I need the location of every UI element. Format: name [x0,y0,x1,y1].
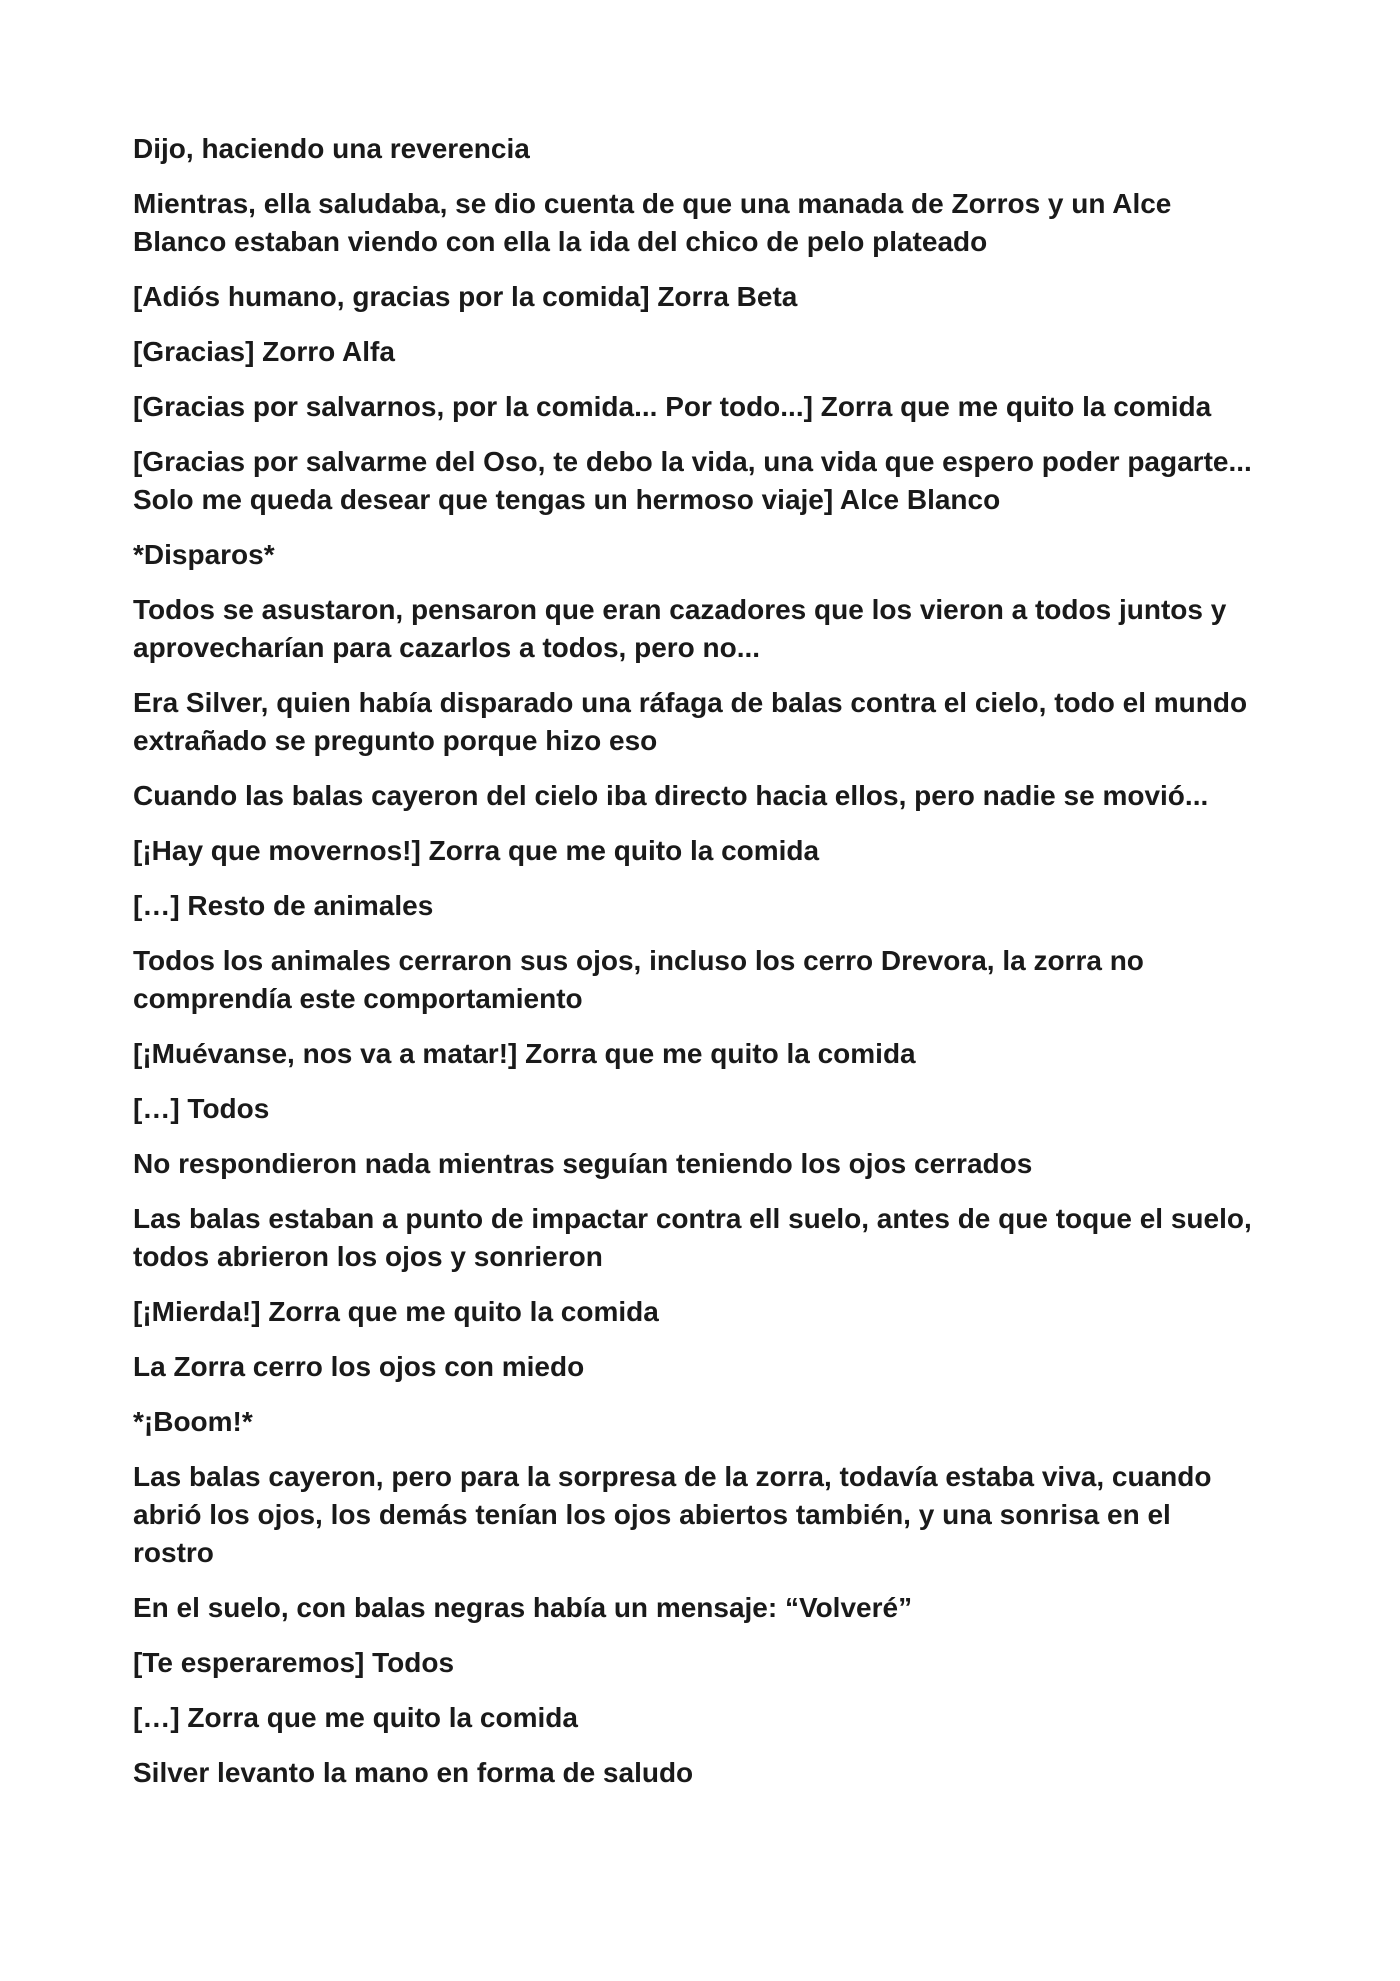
paragraph: […] Todos [133,1093,270,1124]
paragraph: Dijo, haciendo una reverencia [133,133,530,164]
paragraph: […] Resto de animales [133,890,434,921]
paragraph: Era Silver, quien había disparado una ráfaga de balas contra el cielo, todo el mundo extrañado se pregunto porque hizo eso [133,687,1248,756]
paragraph: [Gracias] Zorro Alfa [133,336,395,367]
paragraph: Cuando las balas cayeron del cielo iba directo hacia ellos, pero nadie se movió... [133,780,1209,811]
paragraph: [¡Mierda!] Zorra que me quito la comida [133,1296,659,1327]
paragraph: Silver levanto la mano en forma de saludo [133,1757,694,1788]
paragraph: [Te esperaremos] Todos [133,1647,455,1678]
paragraph: […] Zorra que me quito la comida [133,1702,578,1733]
paragraph: En el suelo, con balas negras había un mensaje: “Volveré” [133,1592,913,1623]
paragraph: *Disparos* [133,539,275,570]
paragraph: [Gracias por salvarnos, por la comida... Por todo...] Zorra que me quito la comida [133,391,1212,422]
paragraph: Las balas cayeron, pero para la sorpresa de la zorra, todavía estaba viva, cuando abrió los ojos, los demás tenían los ojos abiertos también, y una sonrisa en el rostro [133,1461,1212,1568]
paragraph: [¡Hay que movernos!] Zorra que me quito la comida [133,835,820,866]
paragraph: *¡Boom!* [133,1406,253,1437]
paragraph: No respondieron nada mientras seguían teniendo los ojos cerrados [133,1148,1033,1179]
paragraph: [Adiós humano, gracias por la comida] Zorra Beta [133,281,798,312]
paragraph: [¡Muévanse, nos va a matar!] Zorra que me quito la comida [133,1038,916,1069]
paragraph: Mientras, ella saludaba, se dio cuenta de que una manada de Zorros y un Alce Blanco estaban viendo con ella la ida del chico de pelo plateado [133,188,1172,257]
paragraph: [Gracias por salvarme del Oso, te debo la vida, una vida que espero poder pagarte... Solo me queda desear que tengas un hermoso viaje] Alce Blanco [133,446,1252,515]
paragraph: Las balas estaban a punto de impactar contra ell suelo, antes de que toque el suelo, todos abrieron los ojos y sonrieron [133,1203,1252,1272]
document-body [133,130,1293,1809]
paragraph: La Zorra cerro los ojos con miedo [133,1351,585,1382]
paragraph: Todos los animales cerraron sus ojos, incluso los cerro Drevora, la zorra no comprendía este comportamiento [133,945,1144,1014]
paragraph: Todos se asustaron, pensaron que eran cazadores que los vieron a todos juntos y aprovecharían para cazarlos a todos, pero no... [133,594,1227,663]
